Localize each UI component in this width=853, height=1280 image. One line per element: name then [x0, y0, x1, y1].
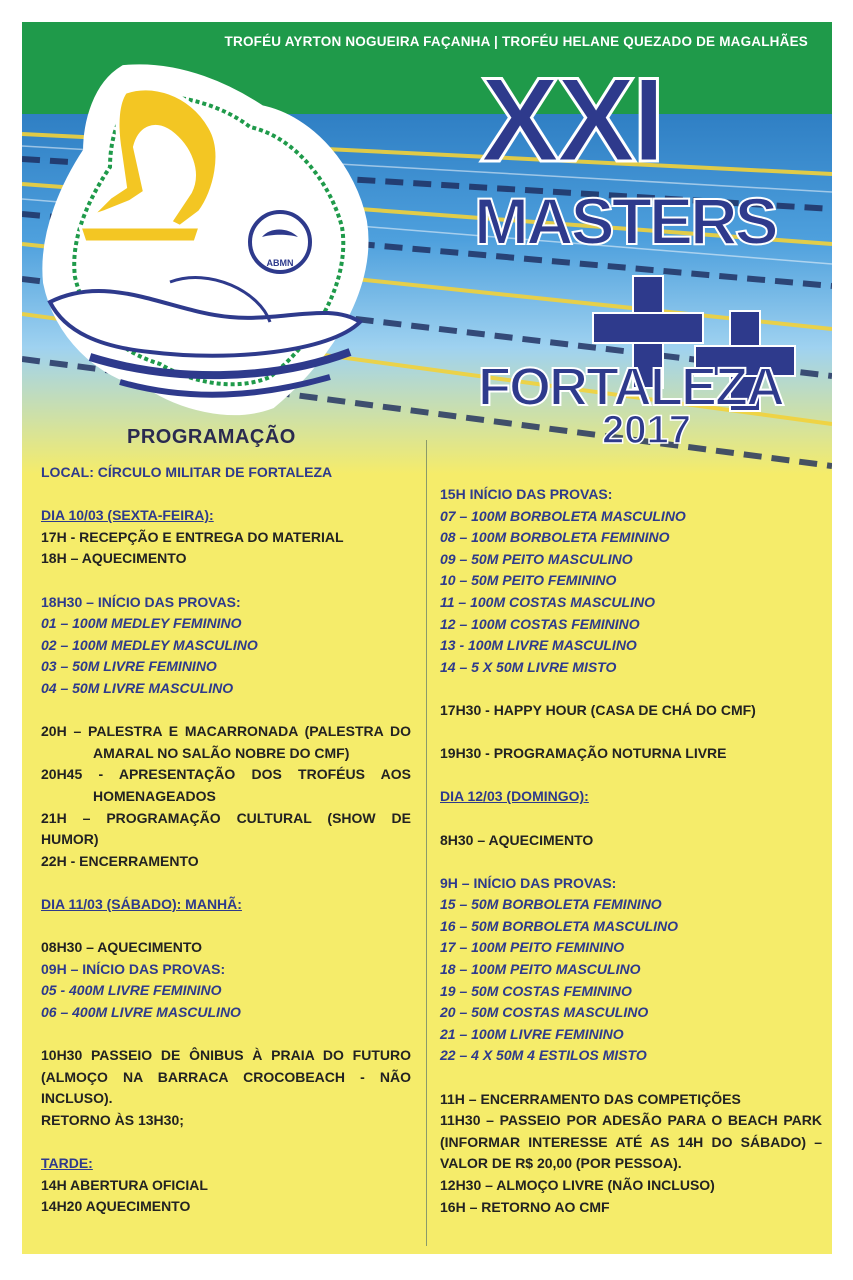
race-item: 16 – 50M BORBOLETA MASCULINO [440, 917, 679, 934]
day2-return: RETORNO ÀS 13H30; [41, 1111, 184, 1128]
day1-line: 18H – AQUECIMENTO [41, 550, 187, 567]
day1-event: 20H – PALESTRA E MACARRONADA (PALESTRA DO [41, 723, 411, 740]
day3-back: 16H – RETORNO AO CMF [440, 1198, 610, 1215]
day2-line: 14H ABERTURA OFICIAL [41, 1176, 208, 1193]
race-item: 08 – 100M BORBOLETA FEMININO [440, 529, 670, 546]
program-heading: PROGRAMAÇÃO [127, 426, 296, 448]
race-item: 14 – 5 X 50M LIVRE MISTO [440, 658, 617, 675]
year-title: 2017 [602, 408, 691, 452]
race-item: 20 – 50M COSTAS MASCULINO [440, 1004, 649, 1021]
day1-event: AMARAL NO SALÃO NOBRE DO CMF) [93, 744, 350, 761]
day2-line: 14H20 AQUECIMENTO [41, 1198, 191, 1215]
day3-beach: 11H30 – PASSEIO POR ADESÃO PARA O BEACH PARK (INFORMAR INTERESSE ATÉ AS 14H DO SÁBADO) – VALOR DE R$ 20,00 (POR PESSOA). [440, 1112, 822, 1172]
program-left-column [41, 462, 411, 1218]
program-local: LOCAL: CÍRCULO MILITAR DE FORTALEZA [41, 464, 333, 480]
day1-start: 18H30 – INÍCIO DAS PROVAS: [41, 593, 241, 610]
race-item: 17 – 100M PEITO FEMININO [440, 939, 625, 956]
program-right-column [440, 484, 822, 1218]
trophies-line: TROFÉU AYRTON NOGUEIRA FAÇANHA | TROFÉU HELANE QUEZADO DE MAGALHÃES [224, 34, 808, 49]
poster [22, 22, 832, 1254]
day2-happy-hour: 17H30 - HAPPY HOUR (CASA DE CHÁ DO CMF) [440, 701, 756, 718]
race-item: 03 – 50M LIVRE FEMININO [41, 658, 217, 675]
day1-event: 21H – PROGRAMAÇÃO CULTURAL (SHOW DE HUMOR) [41, 809, 411, 848]
edition-title: XXI [480, 53, 662, 187]
race-item: 09 – 50M PEITO MASCULINO [440, 550, 633, 567]
day1-line: 17H - RECEPÇÃO E ENTREGA DO MATERIAL [41, 528, 344, 545]
day2-start: 09H – INÍCIO DAS PROVAS: [41, 960, 226, 977]
race-item: 11 – 100M COSTAS MASCULINO [440, 593, 655, 610]
day2-afternoon-title: TARDE: [41, 1155, 93, 1171]
race-item: 04 – 50M LIVRE MASCULINO [41, 679, 234, 696]
race-item: 12 – 100M COSTAS FEMININO [440, 615, 640, 632]
race-item: 07 – 100M BORBOLETA MASCULINO [440, 507, 686, 524]
column-divider [426, 440, 427, 1246]
day1-event: 20H45 - APRESENTAÇÃO DOS TROFÉUS AOS [41, 766, 411, 783]
race-item: 22 – 4 X 50M 4 ESTILOS MISTO [440, 1047, 647, 1064]
day1-event: HOMENAGEADOS [93, 787, 216, 804]
race-item: 21 – 100M LIVRE FEMININO [440, 1025, 624, 1042]
day1-title: DIA 10/03 (SEXTA-FEIRA): [41, 507, 214, 524]
plus-icon [592, 312, 704, 344]
day3-lunch: 12H30 – ALMOÇO LIVRE (NÃO INCLUSO) [440, 1177, 715, 1193]
day2-title: DIA 11/03 (SÁBADO): MANHÃ: [41, 895, 242, 912]
day3-title: DIA 12/03 (DOMINGO): [440, 788, 589, 805]
event-title-block [462, 53, 822, 460]
podium-icon [80, 227, 200, 242]
abmn-label: ABMN [266, 258, 294, 268]
race-item: 05 - 400M LIVRE FEMININO [41, 982, 222, 999]
race-item: 01 – 100M MEDLEY FEMININO [41, 615, 242, 632]
race-item: 10 – 50M PEITO FEMININO [440, 572, 617, 589]
day1-event: 22H - ENCERRAMENTO [41, 852, 199, 869]
race-item: 15 – 50M BORBOLETA FEMININO [440, 896, 662, 913]
day2-afternoon-start: 15H INÍCIO DAS PROVAS: [440, 486, 613, 502]
race-item: 06 – 400M LIVRE MASCULINO [41, 1003, 241, 1020]
race-item: 18 – 100M PEITO MASCULINO [440, 961, 641, 978]
race-item: 19 – 50M COSTAS FEMININO [440, 982, 632, 999]
day3-start: 9H – INÍCIO DAS PROVAS: [440, 874, 617, 891]
event-logo [30, 52, 390, 422]
event-name: MASTERS [474, 184, 776, 258]
city-title: FORTALEZA [478, 357, 783, 417]
day3-line: 8H30 – AQUECIMENTO [440, 831, 594, 848]
race-item: 02 – 100M MEDLEY MASCULINO [41, 636, 258, 653]
day2-night: 19H30 - PROGRAMAÇÃO NOTURNA LIVRE [440, 745, 727, 762]
day2-tour: 10H30 PASSEIO DE ÔNIBUS À PRAIA DO FUTURO (ALMOÇO NA BARRACA CROCOBEACH - NÃO INCLUSO). [41, 1047, 411, 1107]
day2-line: 08H30 – AQUECIMENTO [41, 939, 203, 956]
day3-end: 11H – ENCERRAMENTO DAS COMPETIÇÕES [440, 1090, 741, 1107]
race-item: 13 - 100M LIVRE MASCULINO [440, 637, 637, 654]
